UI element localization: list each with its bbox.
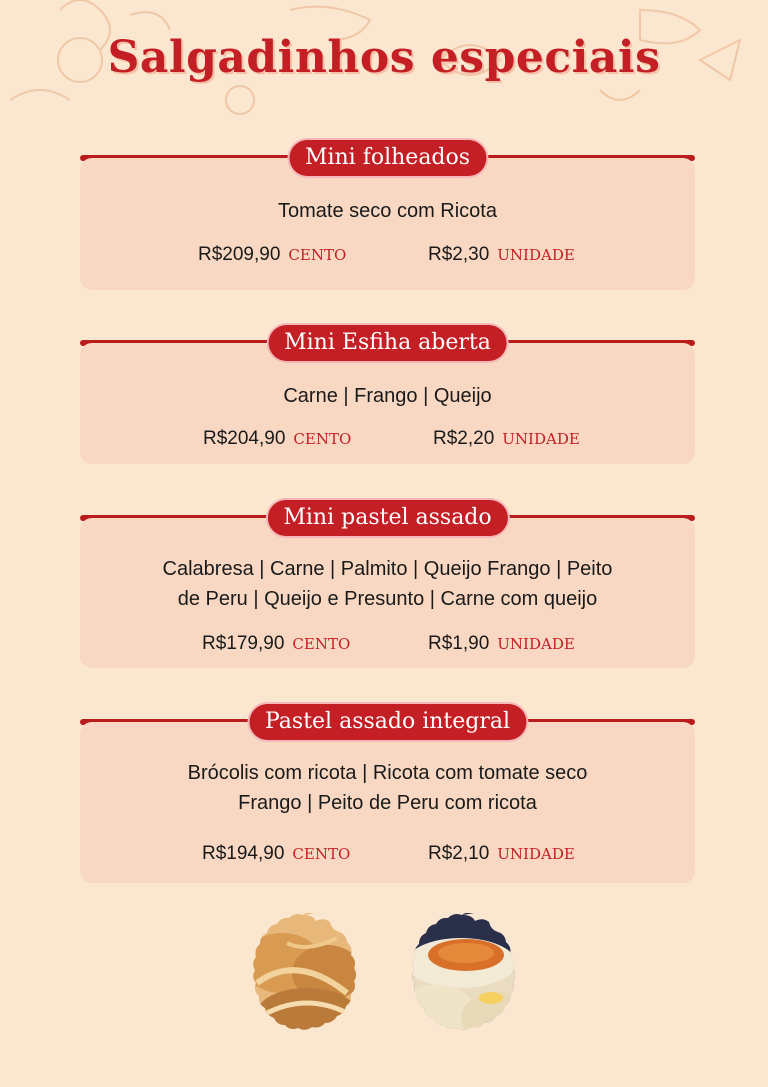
item-line: Frango | Peito de Peru com ricota — [238, 792, 537, 814]
price-label: UNIDADE — [497, 845, 575, 863]
item-line: Tomate seco com Ricota — [278, 200, 497, 222]
item-line: de Peru | Queijo e Presunto | Carne com queijo — [177, 588, 598, 610]
section-items — [80, 554, 695, 614]
price-cento — [202, 843, 350, 865]
price-unidade — [428, 843, 575, 865]
price-label: UNIDADE — [497, 246, 575, 264]
price-cento — [198, 244, 346, 266]
price-value: R$1,90 — [428, 633, 490, 654]
section-items — [80, 381, 695, 411]
section-heading: Mini pastel assado — [267, 500, 507, 536]
price-label: CENTO — [288, 246, 347, 264]
price-cento — [203, 428, 351, 450]
price-value: R$179,90 — [202, 633, 285, 654]
price-unidade — [428, 633, 575, 655]
item-line: Brócolis com ricota | Ricota com tomate seco — [187, 762, 588, 784]
page-title: Salgadinhos especiais — [107, 32, 661, 83]
price-cento — [202, 633, 350, 655]
section-mini-folheados — [80, 140, 695, 290]
section-heading: Mini Esfiha aberta — [268, 325, 507, 361]
section-items — [80, 196, 695, 226]
price-label: CENTO — [292, 845, 351, 863]
pastel-photo — [396, 913, 530, 1047]
section-mini-esfiha — [80, 325, 695, 465]
price-label: CENTO — [293, 430, 352, 448]
price-unidade — [428, 244, 575, 266]
price-value: R$2,30 — [428, 244, 490, 265]
item-line: Calabresa | Carne | Palmito | Queijo Frango | Peito — [162, 558, 613, 580]
puff-pastry-photo — [237, 913, 371, 1047]
price-value: R$194,90 — [202, 843, 285, 864]
price-value: R$2,10 — [428, 843, 490, 864]
section-heading: Pastel assado integral — [249, 704, 526, 740]
section-heading: Mini folheados — [289, 140, 486, 176]
price-value: R$209,90 — [198, 244, 281, 265]
price-label: UNIDADE — [502, 430, 580, 448]
section-items — [80, 758, 695, 818]
section-pastel-integral — [80, 704, 695, 884]
price-value: R$2,20 — [433, 428, 495, 449]
price-unidade — [433, 428, 580, 450]
price-label: CENTO — [292, 635, 351, 653]
price-label: UNIDADE — [497, 635, 575, 653]
price-value: R$204,90 — [203, 428, 286, 449]
section-mini-pastel — [80, 500, 695, 670]
item-line: Carne | Frango | Queijo — [283, 385, 492, 407]
